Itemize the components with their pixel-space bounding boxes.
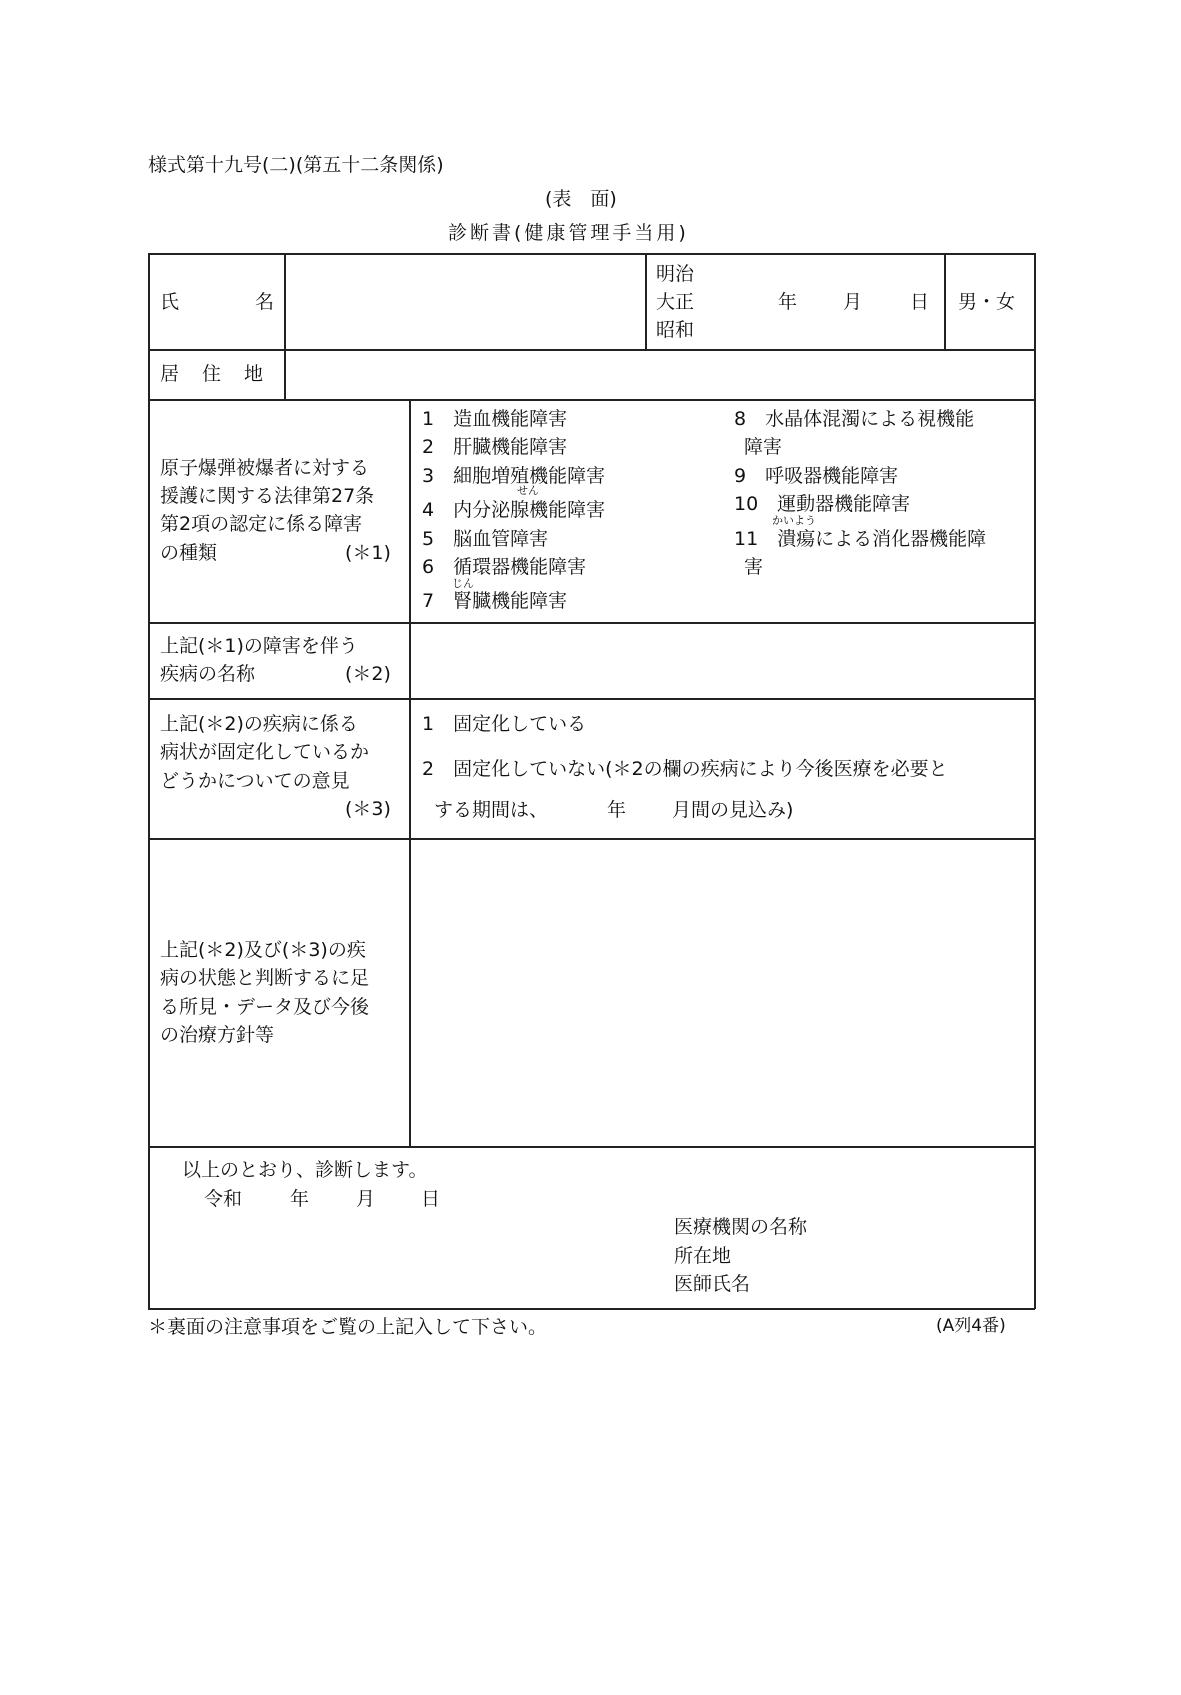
- era-taisho[interactable]: 大正: [656, 291, 695, 313]
- birth-day-label: 日: [910, 291, 930, 313]
- fixed-label-2: 病状が固定化しているか: [160, 741, 370, 763]
- birth-month-label: 月: [843, 291, 863, 313]
- findings-label: 上記(＊2)及び(＊3)の疾: [160, 939, 366, 961]
- option-not-fixed[interactable]: 2 固定化していない(＊2の欄の疾病により今後医療を必要と: [422, 758, 948, 780]
- period-text: する期間は、: [434, 799, 549, 821]
- type-item-1[interactable]: 1 造血機能障害: [422, 408, 568, 430]
- fixed-mark: (＊3): [345, 798, 391, 820]
- label-line: の種類: [160, 542, 218, 564]
- type-item-8[interactable]: 8 水晶体混濁による視機能: [734, 408, 975, 430]
- type-item-7[interactable]: 7 腎臓機能障害: [422, 590, 568, 612]
- name-label: 氏: [160, 291, 180, 313]
- ruby-jin: じん: [452, 577, 474, 590]
- findings-label-3: る所見・データ及び今後: [160, 996, 370, 1018]
- type-item-9[interactable]: 9 呼吸器機能障害: [734, 465, 899, 487]
- paper-size: (A列4番): [936, 1316, 1006, 1336]
- birth-year-label: 年: [778, 291, 798, 313]
- date-day-label: 日: [421, 1188, 441, 1210]
- address-field[interactable]: [286, 351, 1032, 398]
- ruby-kaiyou: かいよう: [772, 514, 816, 527]
- findings-label-4: の治療方針等: [160, 1024, 275, 1046]
- fixed-label: 上記(＊2)の疾病に係る: [160, 713, 358, 735]
- disease-label-2: 疾病の名称: [160, 663, 256, 685]
- option-fixed[interactable]: 1 固定化している: [422, 713, 587, 735]
- label-line: 原子爆弾被爆者に対する: [160, 457, 370, 479]
- disease-mark: (＊2): [345, 663, 391, 685]
- doctor-label: 医師氏名: [674, 1273, 751, 1295]
- era-showa[interactable]: 昭和: [656, 319, 695, 341]
- institution-label: 医療機関の名称: [674, 1216, 808, 1238]
- date-month-label: 月: [356, 1188, 376, 1210]
- period-year-label: 年: [607, 799, 627, 821]
- type-item-11-cont: 害: [744, 556, 764, 578]
- sex-select[interactable]: 男・女: [958, 291, 1016, 313]
- disease-label: 上記(＊1)の障害を伴う: [160, 635, 358, 657]
- findings-field[interactable]: [411, 840, 1032, 1145]
- date-year-label: 年: [290, 1188, 310, 1210]
- form-number: 様式第十九号(二)(第五十二条関係): [148, 154, 444, 176]
- address-label: 居 住 地: [160, 363, 266, 385]
- label-line: 援護に関する法律第27条: [160, 485, 375, 507]
- date-era: 令和: [204, 1188, 243, 1210]
- type-item-6[interactable]: 6 循環器機能障害: [422, 556, 587, 578]
- mark: (＊1): [345, 542, 391, 564]
- form-title: 診断書(健康管理手当用): [448, 222, 689, 244]
- period-months-label: 月間の見込み): [672, 799, 794, 821]
- statement: 以上のとおり、診断します。: [182, 1159, 428, 1181]
- footer-note: ＊裏面の注意事項をご覧の上記入して下さい。: [148, 1316, 548, 1338]
- name-field[interactable]: [286, 255, 644, 348]
- location-label: 所在地: [674, 1245, 732, 1267]
- type-item-2[interactable]: 2 肝臓機能障害: [422, 436, 568, 458]
- type-item-11[interactable]: 11 潰瘍による消化器機能障: [734, 528, 987, 550]
- label-line: 第2項の認定に係る障害: [160, 513, 363, 535]
- type-item-10[interactable]: 10 運動器機能障害: [734, 493, 911, 515]
- findings-label-2: 病の状態と判断するに足: [160, 967, 370, 989]
- type-item-4[interactable]: 4 内分泌腺機能障害: [422, 499, 606, 521]
- fixed-label-3: どうかについての意見: [160, 770, 350, 792]
- disease-field[interactable]: [411, 624, 1032, 697]
- type-item-5[interactable]: 5 脳血管障害: [422, 528, 549, 550]
- type-item-8-cont: 障害: [744, 436, 783, 458]
- ruby-sen: せん: [517, 484, 539, 497]
- type-item-3[interactable]: 3 細胞増殖機能障害: [422, 465, 606, 487]
- era-meiji[interactable]: 明治: [656, 263, 695, 285]
- side-label: (表 面): [545, 188, 617, 210]
- name-label-2: 名: [255, 291, 275, 313]
